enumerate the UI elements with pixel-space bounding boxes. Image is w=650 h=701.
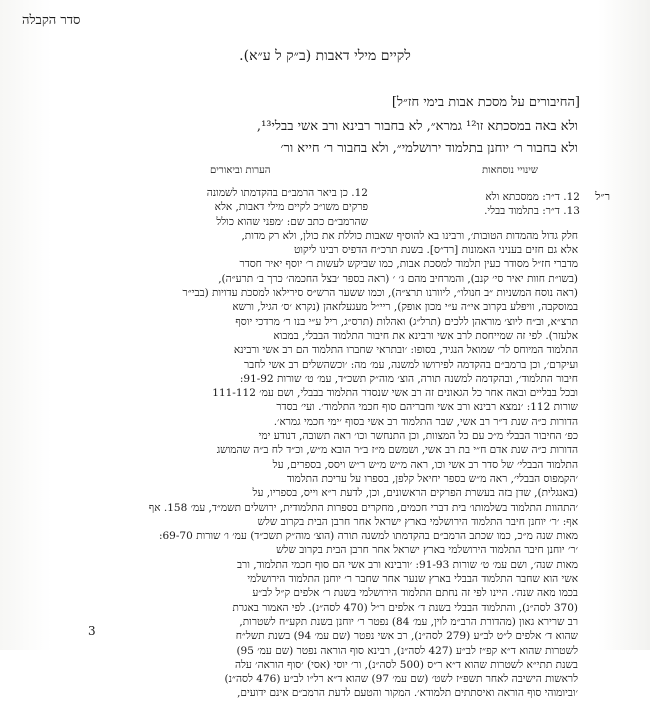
note-line: שהוא ד׳ אלפים ל״ט לב״ע (279 לסה״נ), רב אשי נפטר (שם עמ׳ 94) בשנת תשל״ח bbox=[235, 630, 578, 643]
note-line: לראשות הישיבה לאחר תשפ״ז לשט׳ (שם עמ׳ 97) שהוא ד״א רל״ו לב״ע (476 לסה״נ) bbox=[224, 673, 578, 686]
section-title: [החיבורים על מסכת אבות בימי חז״ל] bbox=[391, 95, 580, 110]
note-line: (370 לסה״נ), והתלמוד הבבלי בשנת ד׳ אלפים ר״ל (470 לסה״נ). לפי האמור באגרת bbox=[232, 601, 578, 614]
note-line: ׳ר׳ יוחנן חיבר התלמוד הירושלמי בארץ ישראל אחר חרבן הבית בקרוב שלש bbox=[276, 544, 578, 557]
side-marker: ר״ל bbox=[595, 190, 610, 203]
page-number: 3 bbox=[88, 624, 96, 638]
note-line: התלמוד המיוחס לר׳ שמואל הנגיד, בסופו: ׳ובתראי שחברו התלמוד הם רב אשי ורבינא bbox=[233, 344, 578, 357]
note-line: (ראה נוסח המשניות ״ב חנולו״, ליוורנו תרצ״ה), וכמו ששער הרש״ס סירילאו למסכת עדויות (בבי״ר bbox=[182, 287, 578, 300]
note-line: ׳הקמפוס הבבלי׳, ראה מ״ש בספר יחיאל קלפן, בספרו על עריכת התלמוד bbox=[286, 472, 578, 485]
note-line: ועיקרם׳, וכן ברמב״ם בהקדמה לפירושו למשנה, עמ׳ מה: ׳וכשהשלים רב אשי לחבר bbox=[243, 358, 578, 371]
note-line: (באנגלית), שדן בזה בעשרת הפרקים הראשונים, וכן, לדעת ר״א וייס, בספריו, על bbox=[252, 487, 578, 500]
note-line: בכמו מאה שנה׳. היינו לפי זה נחתם התלמוד הירושלמי בשנת ר׳ אלפים ק״ל לב״ע bbox=[252, 587, 578, 600]
note-line: ובכל בבליים ובאה אחר כל הגאונים זה רב אשי שנסדר התלמוד בבבלי, ושם עמ׳ 111-112 bbox=[212, 387, 578, 400]
note-line: מדברי חז״ל מסודר כעין תלמוד למסכת אבות, כמו שביקש לעשות ר׳ יוסף יאיר חסדר bbox=[239, 258, 578, 271]
note-line: 12. כן ביאר הרמב״ם בהקדמתו לשמונה bbox=[206, 187, 368, 199]
notes-section bbox=[70, 186, 578, 701]
main-text bbox=[70, 116, 578, 160]
note-line: אלעזר). לפי זה שמייחסת לרב אשי ורבינא את חיבור התלמוד הבבלי, במבוא bbox=[273, 329, 578, 342]
note-line: הדורות כ״ה שנת ד״ר רב אשי, שבר התלמוד רב אשי בסוף ׳ימי חכמי גמרא׳. bbox=[273, 415, 578, 428]
note-line: ׳התהוות התלמוד בשלמותו׳ בית דברי חכמים, מחקרים בספרות התלמודית, ירושלים תשמ״ד, עמ׳ 158. אף bbox=[148, 501, 578, 514]
note-line: ׳וביומוהי סוף הוראה ואיסתתים תלמודא׳. המקור והטעם לדעת הרמב״ם אינם ידועים, bbox=[237, 687, 578, 700]
variant-line: 13. ד״ר: בתלמוד בבלי. bbox=[484, 205, 580, 217]
note-line: כפ׳ החיבור הבבלי מ״כ עם כל המצוות, וכן התנחשר וכו׳ ראה תשובה, דנודע ימי bbox=[258, 430, 578, 443]
note-line: הדורות כ״ה שנת אדם ח״י בת רב אשי, ושמשם מ״ז ב״ר הובא מ״ש, וכ״ד לח ב״ה שהמושג bbox=[216, 444, 578, 457]
note-line: בשנת תתי״א לשטרות שהוא ד״א ר״ס (500 לסה״נ), ור׳ יוסי (אסי) ׳סוף הוראה׳ עלה bbox=[234, 658, 578, 671]
variants-heading: שינויי נוסחאות bbox=[481, 165, 538, 176]
note-line: במוסקבה, וויפלע בקרוב אי״ה ע״י מכון אופק), ריי״ל מעגעלזאהן (נקרא ׳ס׳ הגיל, ורשא bbox=[232, 301, 578, 314]
running-title: סדר הקבלה bbox=[22, 13, 81, 28]
variant-line: 12. ד״ר: ממסכתא ולא bbox=[485, 191, 580, 203]
note-line: שהרמב״ם כתב שם: ׳מפני שהוא כולל bbox=[216, 215, 368, 228]
main-line: ולא באה במסכתא זו¹² גמרא״, לא בחבור רבינא ורב אשי בבלי¹³, bbox=[256, 119, 578, 134]
note-line: תרצ״א, וב״ח ליוצ׳ מוראהן ללכים (תרל״ג) ואהלות (תרס״ג, ריל ע״י בנו ר׳ מרדכי יוסף bbox=[235, 315, 578, 328]
note-line: מאות שנה מ״כ, כמו שכתב הרמב״ם בהקדמתו למשנה תורה (הוצ׳ מוה״ק תשכ״ד) עמ׳ ו׳ שורות 69-70: bbox=[158, 530, 578, 543]
note-line: חלק גדול מהמדות הטובות׳, ורבינו בא להוסיף שאבות כוללת את כולן, ולא רק מדות, bbox=[241, 229, 578, 242]
note-line: רב שרירא גאון (מהדורת הרב״מ לוין, עמ׳ 84) נפטר ר׳ יוחנן בשנת תקע״ח לשטרות, bbox=[239, 615, 578, 628]
main-line: ולא בחבור ר׳ יוחנן בתלמוד ירושלמי״, ולא בחבור ר׳ חייא ור׳ bbox=[280, 141, 578, 156]
note-line: לשטרות שהוא ד״א קפ״ז לב״ע (427 לסה״נ), רבינא סוף הוראה נפטר (שם עמ׳ 95) bbox=[236, 644, 578, 657]
note-line: (בשו״ת חוות יאיר סי׳ קנב), והמרחיב מהם ג׳ ׳ (ראה בספר ׳בצל החכמה׳ כרך ב׳ תרע״ה), bbox=[218, 272, 578, 285]
subtitle-line: לקיים מילי דאבות (ב״ק ל ע״א). bbox=[239, 48, 411, 64]
note-line: חיבור התלמוד׳, ובהקדמה למשנה תורה, הוצ׳ מוה״ק תשכ״ד, עמ׳ ט׳ שורות 91-92: bbox=[239, 372, 578, 385]
note-line: אף: ׳ר׳ יוחנן חיבר התלמוד הירושלמי בארץ ישראל אחר חרבן הבית בקרוב שלש bbox=[257, 515, 578, 528]
note-line: אשי הוא שחבר התלמוד הבבלי בארץ שנער אחר שחבר ר׳ יוחנן התלמוד הירושלמי bbox=[247, 573, 578, 586]
note-line: מאות שנה׳, ושם עמ׳ ט׳ שורות 91-93: ׳ורבינא ורב אשי הם סוף חכמי התלמוד, ורב bbox=[237, 558, 578, 571]
notes-heading: הערות וביאורים bbox=[210, 165, 271, 176]
note-line: שורות 112: ׳נמצא רבינא ורב אשי וחבריהם סוף חכמי התלמוד׳. ועי׳ בסדר bbox=[276, 401, 578, 414]
note-line: אלא גם חזים בעניני האמונות [רד״ס]. בשנת תרכ״ח הדפיס רבינו ליקוט bbox=[293, 244, 578, 257]
note-line: התלמוד הבבלי׳ של סדר רב אשי וכו, ראה מ״ש מ״ש ר״ש ויסס, בספרים, על bbox=[272, 458, 578, 471]
note-line: פרקים משו״כ לקיים מילי דאבות, אלא bbox=[214, 201, 368, 214]
